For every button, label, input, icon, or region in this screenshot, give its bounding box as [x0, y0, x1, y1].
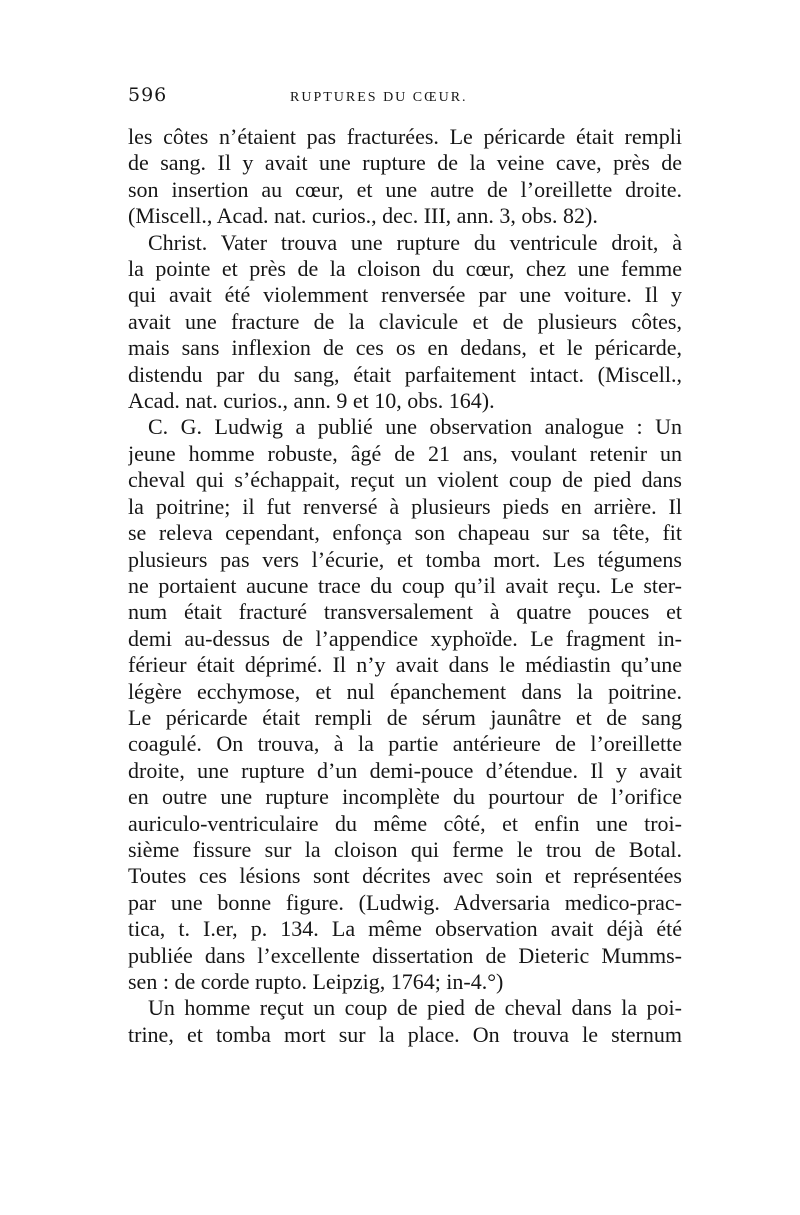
text-line: C. G. Ludwig a publié une observation analogue : Un [148, 414, 682, 440]
text-line: la poitrine; il fut renversé à plusieurs pieds en arrière. Il [128, 493, 682, 519]
text-line: Christ. Vater trouva une rupture du ventricule droit, à [148, 229, 682, 255]
text-line: auriculo-ventriculaire du même côté, et enfin une troi- [128, 810, 682, 836]
text-line: (Miscell., Acad. nat. curios., dec. III, ann. 3, obs. 82). [128, 203, 598, 229]
text-line: de sang. Il y avait une rupture de la veine cave, près de [128, 150, 682, 176]
text-line: Toutes ces lésions sont décrites avec soin et représentées [128, 863, 682, 889]
text-line: distendu par du sang, était parfaitement intact. (Miscell., [128, 361, 682, 387]
text-line: par une bonne figure. (Ludwig. Adversaria medico-prac- [128, 889, 682, 915]
text-line: en outre une rupture incomplète du pourtour de l’orifice [128, 784, 682, 810]
text-line: son insertion au cœur, et une autre de l’oreillette droite. [128, 176, 682, 202]
page-header [128, 84, 688, 114]
text-line: demi au-dessus de l’appendice xyphoïde. Le fragment in- [128, 625, 682, 651]
text-line: mais sans inflexion de ces os en dedans, et le péricarde, [128, 335, 682, 361]
text-line: droite, une rupture d’un demi-pouce d’étendue. Il y avait [128, 757, 682, 783]
running-head: RUPTURES DU CŒUR. [290, 90, 468, 105]
text-line: légère ecchymose, et nul épanchement dans la poitrine. [128, 678, 682, 704]
text-line: la pointe et près de la cloison du cœur, chez une femme [128, 256, 682, 282]
body-text [128, 124, 682, 1048]
text-line: Le péricarde était rempli de sérum jaunâtre et de sang [128, 704, 682, 730]
text-line: Acad. nat. curios., ann. 9 et 10, obs. 164). [128, 388, 495, 414]
text-line: les côtes n’étaient pas fracturées. Le péricarde était rempli [128, 124, 682, 149]
text-line: férieur était déprimé. Il n’y avait dans le médiastin qu’une [128, 652, 682, 678]
text-line: sième fissure sur la cloison qui ferme le trou de Botal. [128, 836, 682, 862]
page-number: 596 [128, 84, 168, 106]
text-line: se releva cependant, enfonça son chapeau sur sa tête, fit [128, 520, 682, 546]
text-line: tica, t. I.er, p. 134. La même observation avait déjà été [128, 916, 682, 942]
text-line: num était fracturé transversalement à quatre pouces et [128, 599, 682, 625]
text-line: plusieurs pas vers l’écurie, et tomba mort. Les tégumens [128, 546, 682, 572]
text-line: cheval qui s’échappait, reçut un violent coup de pied dans [128, 467, 682, 493]
text-line: avait une fracture de la clavicule et de plusieurs côtes, [128, 308, 682, 334]
text-line: sen : de corde rupto. Leipzig, 1764; in-4.°) [128, 969, 504, 994]
text-line: trine, et tomba mort sur la place. On trouva le sternum [128, 1021, 682, 1047]
text-line: qui avait été violemment renversée par une voiture. Il y [128, 282, 682, 308]
text-line: coagulé. On trouva, à la partie antérieure de l’oreillette [128, 731, 682, 757]
text-line: publiée dans l’excellente dissertation de Dieteric Mumms- [128, 942, 682, 968]
text-line: jeune homme robuste, âgé de 21 ans, voulant retenir un [128, 440, 682, 466]
text-line: Un homme reçut un coup de pied de cheval dans la poi- [148, 995, 682, 1021]
text-line: ne portaient aucune trace du coup qu’il avait reçu. Le ster- [128, 572, 682, 598]
